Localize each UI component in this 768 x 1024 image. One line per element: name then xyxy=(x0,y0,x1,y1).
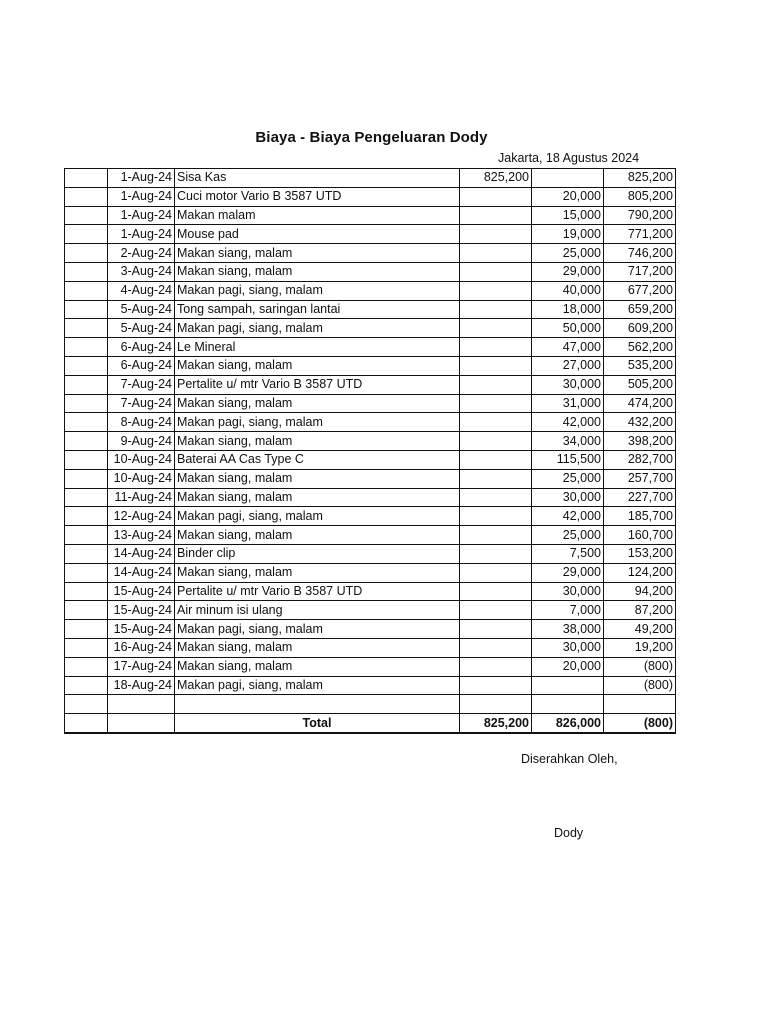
row-debit xyxy=(460,319,532,338)
table-row xyxy=(65,488,676,507)
row-debit xyxy=(460,638,532,657)
row-credit: 29,000 xyxy=(532,563,604,582)
table-row xyxy=(65,319,676,338)
row-balance: 771,200 xyxy=(604,225,676,244)
row-description: Makan siang, malam xyxy=(175,262,460,281)
row-credit: 30,000 xyxy=(532,375,604,394)
row-description: Makan siang, malam xyxy=(175,356,460,375)
row-balance: 185,700 xyxy=(604,507,676,526)
table-row xyxy=(65,620,676,639)
row-balance: 227,700 xyxy=(604,488,676,507)
table-row xyxy=(65,469,676,488)
row-description: Makan malam xyxy=(175,206,460,225)
row-no-cell xyxy=(65,695,108,714)
row-balance: 19,200 xyxy=(604,638,676,657)
row-date: 15-Aug-24 xyxy=(108,620,175,639)
row-debit xyxy=(460,338,532,357)
row-balance xyxy=(604,695,676,714)
row-description: Baterai AA Cas Type C xyxy=(175,450,460,469)
row-date: 5-Aug-24 xyxy=(108,319,175,338)
row-balance: 659,200 xyxy=(604,300,676,319)
row-balance: 257,700 xyxy=(604,469,676,488)
row-description: Pertalite u/ mtr Vario B 3587 UTD xyxy=(175,375,460,394)
row-debit xyxy=(460,300,532,319)
row-debit xyxy=(460,262,532,281)
row-credit: 19,000 xyxy=(532,225,604,244)
row-credit: 115,500 xyxy=(532,450,604,469)
table-row xyxy=(65,526,676,545)
table-row xyxy=(65,432,676,451)
row-credit: 31,000 xyxy=(532,394,604,413)
row-balance: 432,200 xyxy=(604,413,676,432)
row-debit xyxy=(460,676,532,695)
row-balance: (800) xyxy=(604,676,676,695)
table-row xyxy=(65,507,676,526)
row-debit xyxy=(460,432,532,451)
row-description: Sisa Kas xyxy=(175,169,460,188)
row-no-cell xyxy=(65,281,108,300)
row-description: Mouse pad xyxy=(175,225,460,244)
signer-name: Dody xyxy=(554,826,584,840)
row-credit xyxy=(532,695,604,714)
table-row xyxy=(65,394,676,413)
row-date xyxy=(108,695,175,714)
total-debit: 825,200 xyxy=(460,714,532,733)
row-date: 5-Aug-24 xyxy=(108,300,175,319)
row-no-cell xyxy=(65,638,108,657)
row-debit xyxy=(460,507,532,526)
row-credit: 47,000 xyxy=(532,338,604,357)
row-debit xyxy=(460,281,532,300)
row-debit xyxy=(460,244,532,263)
expense-table xyxy=(64,168,676,734)
row-credit xyxy=(532,169,604,188)
row-date: 16-Aug-24 xyxy=(108,638,175,657)
row-description: Makan pagi, siang, malam xyxy=(175,281,460,300)
row-description: Makan pagi, siang, malam xyxy=(175,620,460,639)
row-balance: 474,200 xyxy=(604,394,676,413)
row-debit xyxy=(460,394,532,413)
row-balance: 825,200 xyxy=(604,169,676,188)
table-row xyxy=(65,300,676,319)
row-no-cell xyxy=(65,526,108,545)
row-date: 1-Aug-24 xyxy=(108,169,175,188)
row-no-cell xyxy=(65,187,108,206)
total-label: Total xyxy=(175,714,460,733)
row-date: 8-Aug-24 xyxy=(108,413,175,432)
row-no-cell xyxy=(65,432,108,451)
row-date: 12-Aug-24 xyxy=(108,507,175,526)
row-credit: 27,000 xyxy=(532,356,604,375)
table-row xyxy=(65,582,676,601)
row-credit: 30,000 xyxy=(532,582,604,601)
row-credit: 42,000 xyxy=(532,413,604,432)
row-credit: 42,000 xyxy=(532,507,604,526)
row-description: Makan siang, malam xyxy=(175,657,460,676)
row-credit: 7,500 xyxy=(532,544,604,563)
row-credit: 50,000 xyxy=(532,319,604,338)
table-row xyxy=(65,356,676,375)
row-balance: 717,200 xyxy=(604,262,676,281)
row-credit: 7,000 xyxy=(532,601,604,620)
row-balance: 398,200 xyxy=(604,432,676,451)
row-no-cell xyxy=(65,300,108,319)
row-date: 15-Aug-24 xyxy=(108,582,175,601)
row-balance: 153,200 xyxy=(604,544,676,563)
row-description xyxy=(175,695,460,714)
row-balance: 746,200 xyxy=(604,244,676,263)
expense-table-body xyxy=(65,169,676,733)
table-row xyxy=(65,450,676,469)
row-no-cell xyxy=(65,657,108,676)
row-balance: 805,200 xyxy=(604,187,676,206)
row-no-cell xyxy=(65,413,108,432)
row-balance: 790,200 xyxy=(604,206,676,225)
row-description: Makan pagi, siang, malam xyxy=(175,676,460,695)
row-debit xyxy=(460,450,532,469)
row-credit: 40,000 xyxy=(532,281,604,300)
row-balance: 94,200 xyxy=(604,582,676,601)
row-date: 10-Aug-24 xyxy=(108,469,175,488)
row-debit xyxy=(460,375,532,394)
row-credit: 30,000 xyxy=(532,488,604,507)
row-balance: 535,200 xyxy=(604,356,676,375)
row-debit xyxy=(460,544,532,563)
row-credit: 25,000 xyxy=(532,244,604,263)
row-no-cell xyxy=(65,319,108,338)
table-row xyxy=(65,169,676,188)
row-debit xyxy=(460,620,532,639)
table-row xyxy=(65,695,676,714)
row-description: Makan siang, malam xyxy=(175,563,460,582)
row-debit xyxy=(460,187,532,206)
row-description: Pertalite u/ mtr Vario B 3587 UTD xyxy=(175,582,460,601)
row-credit: 30,000 xyxy=(532,638,604,657)
table-row xyxy=(65,281,676,300)
row-debit xyxy=(460,225,532,244)
row-debit xyxy=(460,356,532,375)
row-no-cell xyxy=(65,244,108,263)
row-date: 18-Aug-24 xyxy=(108,676,175,695)
row-description: Makan pagi, siang, malam xyxy=(175,507,460,526)
row-date: 1-Aug-24 xyxy=(108,225,175,244)
row-balance: 562,200 xyxy=(604,338,676,357)
row-balance: 677,200 xyxy=(604,281,676,300)
table-row xyxy=(65,187,676,206)
row-no-cell xyxy=(65,620,108,639)
row-credit: 18,000 xyxy=(532,300,604,319)
row-debit xyxy=(460,695,532,714)
row-credit: 15,000 xyxy=(532,206,604,225)
row-date: 9-Aug-24 xyxy=(108,432,175,451)
row-date: 7-Aug-24 xyxy=(108,375,175,394)
row-credit: 25,000 xyxy=(532,526,604,545)
row-credit: 20,000 xyxy=(532,187,604,206)
row-balance: 505,200 xyxy=(604,375,676,394)
row-description: Makan siang, malam xyxy=(175,469,460,488)
table-row xyxy=(65,413,676,432)
table-row xyxy=(65,657,676,676)
row-date: 1-Aug-24 xyxy=(108,187,175,206)
row-no-cell xyxy=(65,375,108,394)
row-no-cell xyxy=(65,488,108,507)
row-balance: 87,200 xyxy=(604,601,676,620)
row-date: 14-Aug-24 xyxy=(108,563,175,582)
row-no-cell xyxy=(65,169,108,188)
table-row xyxy=(65,544,676,563)
row-debit xyxy=(460,563,532,582)
row-date: 2-Aug-24 xyxy=(108,244,175,263)
row-debit xyxy=(460,206,532,225)
document-title: Biaya - Biaya Pengeluaran Dody xyxy=(255,129,488,146)
row-no-cell xyxy=(65,356,108,375)
table-row xyxy=(65,563,676,582)
row-no-cell xyxy=(65,563,108,582)
row-debit xyxy=(460,488,532,507)
table-row xyxy=(65,601,676,620)
row-description: Cuci motor Vario B 3587 UTD xyxy=(175,187,460,206)
row-credit: 34,000 xyxy=(532,432,604,451)
row-no-cell xyxy=(65,338,108,357)
row-no-cell xyxy=(65,450,108,469)
total-credit: 826,000 xyxy=(532,714,604,733)
row-description: Makan pagi, siang, malam xyxy=(175,413,460,432)
row-description: Makan siang, malam xyxy=(175,526,460,545)
row-debit xyxy=(460,657,532,676)
row-debit xyxy=(460,582,532,601)
row-no-cell xyxy=(65,262,108,281)
row-balance: 609,200 xyxy=(604,319,676,338)
row-no-cell xyxy=(65,601,108,620)
row-no-cell xyxy=(65,544,108,563)
row-balance: 124,200 xyxy=(604,563,676,582)
row-no-cell xyxy=(65,676,108,695)
table-row xyxy=(65,375,676,394)
row-debit: 825,200 xyxy=(460,169,532,188)
row-date: 14-Aug-24 xyxy=(108,544,175,563)
row-no-cell xyxy=(65,394,108,413)
row-date: 11-Aug-24 xyxy=(108,488,175,507)
row-date: 6-Aug-24 xyxy=(108,356,175,375)
row-description: Air minum isi ulang xyxy=(175,601,460,620)
place-date: Jakarta, 18 Agustus 2024 xyxy=(498,151,640,165)
row-date: 6-Aug-24 xyxy=(108,338,175,357)
row-no-cell xyxy=(65,582,108,601)
total-row xyxy=(65,714,676,733)
row-date: 10-Aug-24 xyxy=(108,450,175,469)
table-row xyxy=(65,225,676,244)
row-description: Makan siang, malam xyxy=(175,244,460,263)
row-description: Makan siang, malam xyxy=(175,394,460,413)
row-description: Makan siang, malam xyxy=(175,638,460,657)
row-credit: 29,000 xyxy=(532,262,604,281)
row-debit xyxy=(460,601,532,620)
row-description: Makan siang, malam xyxy=(175,488,460,507)
row-date: 13-Aug-24 xyxy=(108,526,175,545)
row-no-cell xyxy=(65,225,108,244)
table-row xyxy=(65,206,676,225)
row-description: Le Mineral xyxy=(175,338,460,357)
row-description: Binder clip xyxy=(175,544,460,563)
table-row xyxy=(65,244,676,263)
row-debit xyxy=(460,526,532,545)
total-balance: (800) xyxy=(604,714,676,733)
row-description: Tong sampah, saringan lantai xyxy=(175,300,460,319)
row-no-cell xyxy=(65,469,108,488)
row-date: 1-Aug-24 xyxy=(108,206,175,225)
row-description: Makan siang, malam xyxy=(175,432,460,451)
total-no-cell xyxy=(65,714,108,733)
row-debit xyxy=(460,413,532,432)
row-date: 15-Aug-24 xyxy=(108,601,175,620)
row-no-cell xyxy=(65,507,108,526)
table-row xyxy=(65,262,676,281)
row-date: 4-Aug-24 xyxy=(108,281,175,300)
total-date-cell xyxy=(108,714,175,733)
row-credit: 20,000 xyxy=(532,657,604,676)
table-row xyxy=(65,638,676,657)
row-balance: 49,200 xyxy=(604,620,676,639)
row-date: 17-Aug-24 xyxy=(108,657,175,676)
row-no-cell xyxy=(65,206,108,225)
row-credit: 25,000 xyxy=(532,469,604,488)
row-date: 7-Aug-24 xyxy=(108,394,175,413)
table-row xyxy=(65,338,676,357)
row-credit: 38,000 xyxy=(532,620,604,639)
table-row xyxy=(65,676,676,695)
row-balance: 160,700 xyxy=(604,526,676,545)
row-date: 3-Aug-24 xyxy=(108,262,175,281)
row-balance: 282,700 xyxy=(604,450,676,469)
row-balance: (800) xyxy=(604,657,676,676)
row-credit xyxy=(532,676,604,695)
handover-label: Diserahkan Oleh, xyxy=(521,752,618,766)
row-debit xyxy=(460,469,532,488)
row-description: Makan pagi, siang, malam xyxy=(175,319,460,338)
